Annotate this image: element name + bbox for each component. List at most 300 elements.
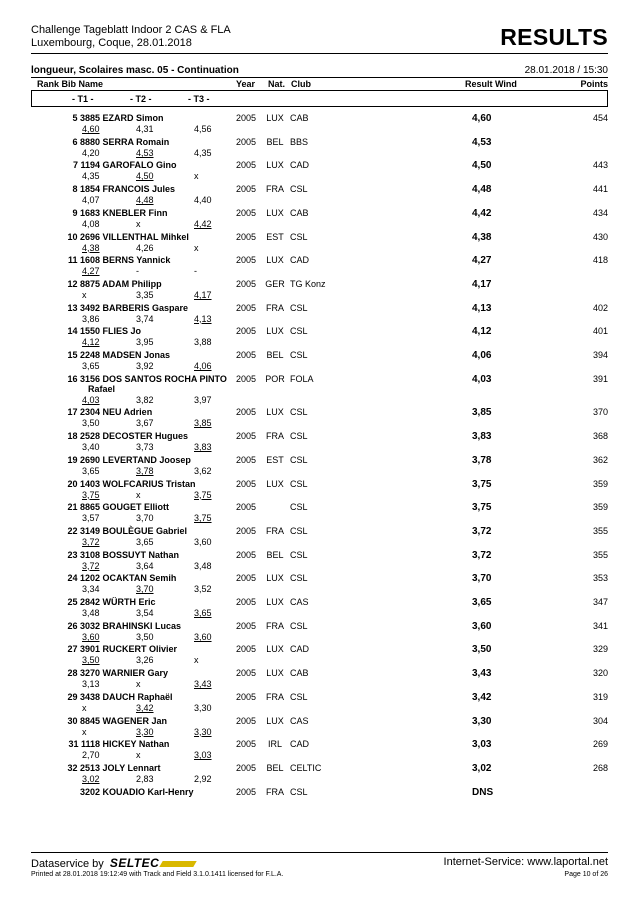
athlete-club: TG Konz: [290, 278, 326, 289]
trial-3: 4,06: [194, 361, 212, 371]
athlete-club: CAD: [290, 255, 310, 266]
athlete-points: 391: [592, 373, 608, 384]
athlete-points: 441: [592, 184, 608, 195]
athlete-year: 2005: [236, 620, 257, 631]
athlete-points: 347: [592, 597, 608, 607]
result-row: [0, 621, 638, 644]
rank-bib: 24 1202: [67, 573, 100, 584]
athlete-club: CSL: [290, 326, 308, 337]
athlete-club: CSL: [290, 407, 308, 418]
trial-3: 3,88: [194, 337, 212, 348]
trial-1: 3,50: [82, 418, 100, 429]
trial-3: 3,30: [194, 726, 212, 737]
result-row: [0, 431, 638, 454]
result-row: [0, 113, 638, 136]
trial-3: 3,65: [194, 608, 212, 618]
result-row: [0, 550, 638, 573]
rank-bib: 9 1683: [72, 207, 100, 218]
athlete-year: 2005: [236, 184, 257, 195]
trial-1: 3,48: [82, 608, 100, 618]
athlete-year: 2005: [236, 160, 257, 171]
trial-2: 2,83: [136, 773, 154, 784]
athlete-points: 269: [592, 739, 608, 750]
result-row: [0, 739, 638, 762]
seltec-logo: SELTEC: [109, 856, 160, 870]
athlete-points: 454: [592, 113, 608, 123]
athlete-year: 2005: [236, 326, 257, 337]
trial-1: 2,70: [82, 750, 100, 761]
athlete-name-text: BARBERIS Gaspare: [102, 302, 189, 313]
athlete-name: [0, 160, 200, 170]
athlete-name-text: BOULÈGUE Gabriel: [102, 525, 188, 536]
athlete-name-text: DECOSTER Hugues: [102, 431, 189, 442]
result-row: [0, 716, 638, 739]
athlete-year: 2005: [236, 207, 257, 218]
result-row: [0, 279, 638, 302]
trial-2: 3,73: [136, 442, 154, 453]
result-row: [0, 455, 638, 478]
trial-2: 3,78: [136, 465, 154, 476]
athlete-nation: FRA: [266, 620, 284, 631]
rank-bib: 20 1403: [67, 478, 100, 489]
rank-bib: 31 1118: [68, 739, 100, 750]
event-title: longueur, Scolaires masc. 05 - Continuation: [31, 65, 239, 76]
rank-bib: 30 8845: [67, 715, 100, 726]
trial-3: 4,40: [194, 195, 212, 206]
trial-2: -: [136, 266, 139, 277]
trial-2: x: [136, 750, 141, 761]
footer-divider: [31, 852, 608, 853]
trial-2: 3,54: [136, 608, 154, 618]
rank-bib: 21 8865: [67, 502, 100, 513]
result-row: [0, 255, 638, 278]
athlete-nation: FRA: [266, 431, 284, 442]
trial-2: x: [136, 679, 141, 690]
athlete-nation: LUX: [266, 668, 284, 679]
athlete-points: 329: [592, 644, 608, 655]
athlete-nation: FRA: [266, 184, 284, 195]
athlete-nation: LUX: [266, 113, 284, 123]
athlete-year: 2005: [236, 549, 257, 560]
athlete-result: 3,75: [472, 502, 492, 514]
athlete-result: 3,78: [472, 454, 492, 466]
trial-1: 3,75: [82, 489, 100, 500]
trial-1: 4,27: [82, 266, 100, 277]
athlete-club: CSL: [290, 302, 308, 313]
trial-2: 3,50: [136, 631, 154, 642]
athlete-points: 268: [592, 762, 608, 773]
trial-1: 4,35: [82, 171, 100, 182]
col-trial-1: - T1 -: [72, 94, 94, 104]
seltec-logo-swoosh-icon: [160, 861, 197, 867]
athlete-club: CSL: [290, 350, 308, 360]
athlete-name-text: BOSSUYT Nathan: [102, 549, 180, 560]
athlete-points: 341: [592, 620, 608, 631]
trial-1: 3,86: [82, 313, 100, 324]
athlete-club: CAB: [290, 113, 309, 123]
athlete-club: CSL: [290, 431, 308, 442]
trial-2: x: [136, 218, 141, 229]
trial-3: 3,62: [194, 465, 212, 476]
rank-bib: 3202: [79, 786, 100, 797]
athlete-year: 2005: [236, 431, 257, 442]
athlete-nation: LUX: [266, 715, 284, 726]
trial-1: 4,20: [82, 147, 100, 158]
trial-2: 4,31: [136, 124, 154, 134]
table-top-border: [31, 77, 608, 78]
result-row: [0, 573, 638, 596]
athlete-name-text: GOUGET Elliott: [102, 502, 170, 513]
athlete-name-text: VILLENTHAL Mihkel: [102, 231, 189, 242]
col-rank-bib-name: Rank Bib Name: [37, 79, 104, 89]
result-row: [0, 407, 638, 430]
athlete-name: [0, 407, 200, 417]
trial-1: 4,07: [82, 195, 100, 206]
athlete-name: [0, 621, 200, 631]
athlete-club: CSL: [290, 231, 308, 242]
rank-bib: 15 2248: [67, 350, 100, 360]
athlete-name-text: EZARD Simon: [102, 113, 164, 123]
athlete-name-text: ADAM Philipp: [102, 278, 162, 289]
athlete-year: 2005: [236, 407, 257, 418]
athlete-year: 2005: [236, 350, 257, 360]
athlete-points: 370: [592, 407, 608, 418]
athlete-result: 3,75: [472, 478, 492, 490]
athlete-points: 304: [592, 715, 608, 726]
result-row: [0, 303, 638, 326]
athlete-club: CSL: [290, 502, 308, 513]
trial-1: 3,34: [82, 584, 100, 595]
trial-3: 3,75: [194, 489, 212, 500]
col-points: Points: [580, 79, 608, 89]
athlete-points: 359: [592, 502, 608, 513]
athlete-name-text: SERRA Romain: [102, 136, 170, 147]
athlete-year: 2005: [236, 454, 257, 465]
rank-bib: 17 2304: [67, 407, 100, 418]
athlete-year: 2005: [236, 136, 257, 147]
rank-bib: 13 3492: [67, 302, 100, 313]
rank-bib: 19 2690: [67, 454, 100, 465]
trial-3: x: [194, 171, 199, 182]
athlete-name: [0, 502, 200, 512]
page-number: Page 10 of 26: [564, 871, 608, 878]
athlete-name-text: GAROFALO Gino: [102, 160, 177, 171]
athlete-result: 4,27: [472, 255, 492, 267]
athlete-nation: LUX: [266, 255, 284, 266]
trial-2: 3,65: [136, 536, 154, 547]
athlete-year: 2005: [236, 502, 257, 513]
athlete-points: 401: [592, 326, 608, 337]
athlete-result: 4,13: [472, 302, 492, 314]
trial-2: 3,67: [136, 418, 154, 429]
trial-1: 3,02: [82, 773, 100, 784]
trial-3: 4,56: [194, 124, 212, 134]
trial-1: x: [82, 702, 87, 713]
athlete-points: 359: [592, 478, 608, 489]
result-row: [0, 232, 638, 255]
col-club: Club: [291, 79, 311, 89]
athlete-nation: BEL: [266, 350, 284, 360]
rank-bib: 16 3156: [67, 373, 100, 384]
athlete-name: [0, 137, 200, 147]
meeting-name: Challenge Tageblatt Indoor 2 CAS & FLA: [31, 24, 231, 36]
athlete-nation: FRA: [266, 525, 284, 536]
athlete-nation: FRA: [266, 786, 284, 797]
rank-bib: 11 1608: [67, 255, 100, 266]
result-row: [0, 160, 638, 183]
col-trial-3: - T3 -: [188, 94, 210, 104]
trial-2: 3,35: [136, 289, 154, 300]
athlete-club: CAD: [290, 739, 310, 750]
athlete-result: 3,72: [472, 525, 492, 537]
rank-bib: 10 2696: [67, 231, 100, 242]
trial-2: 4,53: [136, 147, 154, 158]
result-row: [0, 668, 638, 691]
athlete-name: [0, 787, 200, 797]
meeting-location-date: Luxembourg, Coque, 28.01.2018: [31, 37, 192, 49]
trial-3: 4,35: [194, 147, 212, 158]
athlete-points: 355: [592, 549, 608, 560]
rank-bib: 29 3438: [67, 691, 100, 702]
athlete-club: CAS: [290, 597, 309, 607]
athlete-name-text: WÜRTH Eric: [102, 597, 156, 607]
trial-1: x: [82, 289, 87, 300]
athlete-name-text: WOLFCARIUS Tristan: [102, 478, 196, 489]
athlete-name: [0, 597, 200, 607]
result-row: [0, 644, 638, 667]
athlete-nation: LUX: [266, 326, 284, 337]
athlete-club: CSL: [290, 454, 308, 465]
athlete-year: 2005: [236, 478, 257, 489]
athlete-nation: LUX: [266, 407, 284, 418]
internet-service: Internet-Service: www.laportal.net: [443, 856, 608, 868]
athlete-result: 4,03: [472, 373, 492, 385]
result-row: [0, 137, 638, 160]
trial-2: 3,70: [136, 584, 154, 595]
rank-bib: 32 2513: [67, 762, 100, 773]
athlete-club: CSL: [290, 549, 308, 560]
athlete-result: 3,60: [472, 620, 492, 632]
result-row: [0, 787, 638, 810]
trial-3: 3,60: [194, 536, 212, 547]
athlete-name: [0, 326, 200, 336]
table-right-border: [607, 90, 608, 106]
trial-3: 3,97: [194, 394, 212, 405]
athlete-name: [0, 479, 200, 489]
athlete-result: 3,03: [472, 739, 492, 751]
rank-bib: 25 2842: [67, 597, 100, 607]
athlete-name: [0, 232, 200, 242]
trial-3: x: [194, 655, 199, 666]
trial-1: 3,60: [82, 631, 100, 642]
trial-3: 3,52: [194, 584, 212, 595]
athlete-nation: FRA: [266, 691, 284, 702]
athlete-nation: GER: [265, 278, 285, 289]
athlete-name: [0, 373, 227, 384]
trial-3: 4,17: [194, 289, 212, 300]
athlete-name-text: DOS SANTOS ROCHA PINTO: [102, 373, 227, 384]
athlete-points: 368: [592, 431, 608, 442]
trial-2: 3,74: [136, 313, 154, 324]
athlete-result: 3,43: [472, 668, 492, 680]
rank-bib: 23 3108: [67, 549, 100, 560]
col-trial-2: - T2 -: [130, 94, 152, 104]
rank-bib: 5 3885: [72, 113, 100, 123]
result-row: [0, 763, 638, 786]
trial-2: 3,64: [136, 560, 154, 571]
athlete-nation: BEL: [266, 762, 284, 773]
result-row: [0, 326, 638, 349]
trial-1: 4,60: [82, 124, 100, 134]
trial-3: 3,83: [194, 442, 212, 453]
rank-bib: 12 8875: [67, 278, 100, 289]
athlete-name: [0, 573, 200, 583]
athlete-result: 3,65: [472, 597, 492, 608]
athlete-nation: FRA: [266, 302, 284, 313]
athlete-points: 355: [592, 525, 608, 536]
results-heading: RESULTS: [500, 24, 608, 50]
athlete-name-line2: Rafael: [88, 383, 116, 394]
result-row: [0, 502, 638, 525]
athlete-result: 4,48: [472, 184, 492, 196]
athlete-name: [0, 208, 200, 218]
col-nat: Nat.: [268, 79, 286, 89]
trial-1: 3,57: [82, 513, 100, 524]
athlete-club: CSL: [290, 184, 308, 195]
athlete-nation: POR: [265, 373, 285, 384]
athlete-name-text: DAUCH Raphaël: [102, 691, 173, 702]
result-row: [0, 526, 638, 549]
athlete-club: CAB: [290, 207, 309, 218]
athlete-result: 3,83: [472, 431, 492, 443]
trial-3: 4,42: [194, 218, 212, 229]
athlete-year: 2005: [236, 668, 257, 679]
athlete-club: FOLA: [290, 373, 314, 384]
trial-1: 3,72: [82, 536, 100, 547]
athlete-name: [0, 279, 200, 289]
trial-3: 3,48: [194, 560, 212, 571]
athlete-result: 4,53: [472, 136, 492, 148]
meeting-title: [31, 24, 231, 50]
athlete-name: [0, 526, 200, 536]
athlete-nation: BEL: [266, 136, 284, 147]
athlete-result: 4,42: [472, 207, 492, 219]
trial-3: 3,85: [194, 418, 212, 429]
athlete-name: [0, 350, 200, 360]
athlete-name: [0, 716, 200, 726]
rank-bib: 8 1854: [72, 184, 100, 195]
trial-2: 4,26: [136, 242, 154, 253]
athlete-name: [0, 431, 200, 441]
athlete-year: 2005: [236, 113, 257, 123]
athlete-name: [0, 303, 200, 313]
athlete-name: [0, 644, 200, 654]
athlete-club: CELTIC: [290, 762, 322, 773]
trial-2: 3,92: [136, 361, 154, 371]
athlete-club: CSL: [290, 478, 308, 489]
trial-1: 3,72: [82, 560, 100, 571]
rank-bib: 6 8880: [72, 136, 100, 147]
athlete-nation: BEL: [266, 549, 284, 560]
athlete-club: CSL: [290, 525, 308, 536]
athlete-points: 443: [592, 160, 608, 171]
athlete-result: 3,02: [472, 762, 492, 774]
athlete-result: DNS: [472, 786, 494, 798]
header-row-divider: [31, 90, 608, 91]
result-row: [0, 373, 638, 405]
athlete-year: 2005: [236, 597, 257, 607]
athlete-name: [0, 455, 200, 465]
athlete-year: 2005: [236, 373, 257, 384]
athlete-name: [0, 763, 200, 773]
header-divider: [31, 53, 608, 54]
col-result-wind: Result Wind: [465, 79, 517, 89]
trial-2: 4,48: [136, 195, 154, 206]
trial-3: 3,43: [194, 679, 212, 690]
trial-2: x: [136, 489, 141, 500]
athlete-result: 3,85: [472, 407, 492, 419]
athlete-name-text: KOUADIO Karl-Henry: [102, 786, 194, 797]
trial-3: 3,30: [194, 702, 212, 713]
rank-bib: 27 3901: [67, 644, 100, 655]
athlete-year: 2005: [236, 739, 257, 750]
rank-bib: 14 1550: [67, 326, 100, 337]
result-row: [0, 479, 638, 502]
athlete-club: CAS: [290, 715, 309, 726]
athlete-nation: LUX: [266, 644, 284, 655]
athlete-result: 3,50: [472, 644, 492, 656]
athlete-name-text: WAGENER Jan: [102, 715, 168, 726]
athlete-result: 4,38: [472, 231, 492, 243]
rank-bib: 22 3149: [67, 525, 100, 536]
athlete-points: 402: [592, 302, 608, 313]
athlete-club: CAB: [290, 668, 309, 679]
athlete-name: [0, 739, 200, 749]
athlete-result: 3,72: [472, 549, 492, 561]
athlete-nation: IRL: [267, 739, 282, 750]
trial-row-divider: [31, 106, 608, 107]
athlete-name-text: FRANCOIS Jules: [102, 184, 176, 195]
athlete-result: 4,17: [472, 278, 492, 290]
trial-3: 3,75: [194, 513, 212, 524]
athlete-nation: EST: [266, 454, 284, 465]
athlete-points: 319: [592, 691, 608, 702]
rank-bib: 26 3032: [67, 620, 100, 631]
trial-2: 3,42: [136, 702, 154, 713]
athlete-name-text: KNEBLER Finn: [102, 207, 168, 218]
athlete-club: CAD: [290, 160, 310, 171]
trial-1: 3,13: [82, 679, 100, 690]
athlete-year: 2005: [236, 525, 257, 536]
athlete-year: 2005: [236, 231, 257, 242]
athlete-name-text: MADSEN Jonas: [102, 350, 171, 360]
athlete-points: 362: [592, 454, 608, 465]
athlete-nation: LUX: [266, 207, 284, 218]
trial-1: 3,65: [82, 465, 100, 476]
athlete-nation: LUX: [266, 597, 284, 607]
result-row: [0, 692, 638, 715]
trial-2: 3,26: [136, 655, 154, 666]
athlete-points: 434: [592, 207, 608, 218]
result-row: [0, 597, 638, 620]
athlete-name-text: WARNIER Gary: [102, 668, 169, 679]
athlete-name-text: HICKEY Nathan: [102, 739, 170, 750]
athlete-nation: LUX: [266, 478, 284, 489]
trial-1: 4,03: [82, 394, 100, 405]
trial-3: 4,13: [194, 313, 212, 324]
trial-3: 3,03: [194, 750, 212, 761]
trial-1: 3,40: [82, 442, 100, 453]
